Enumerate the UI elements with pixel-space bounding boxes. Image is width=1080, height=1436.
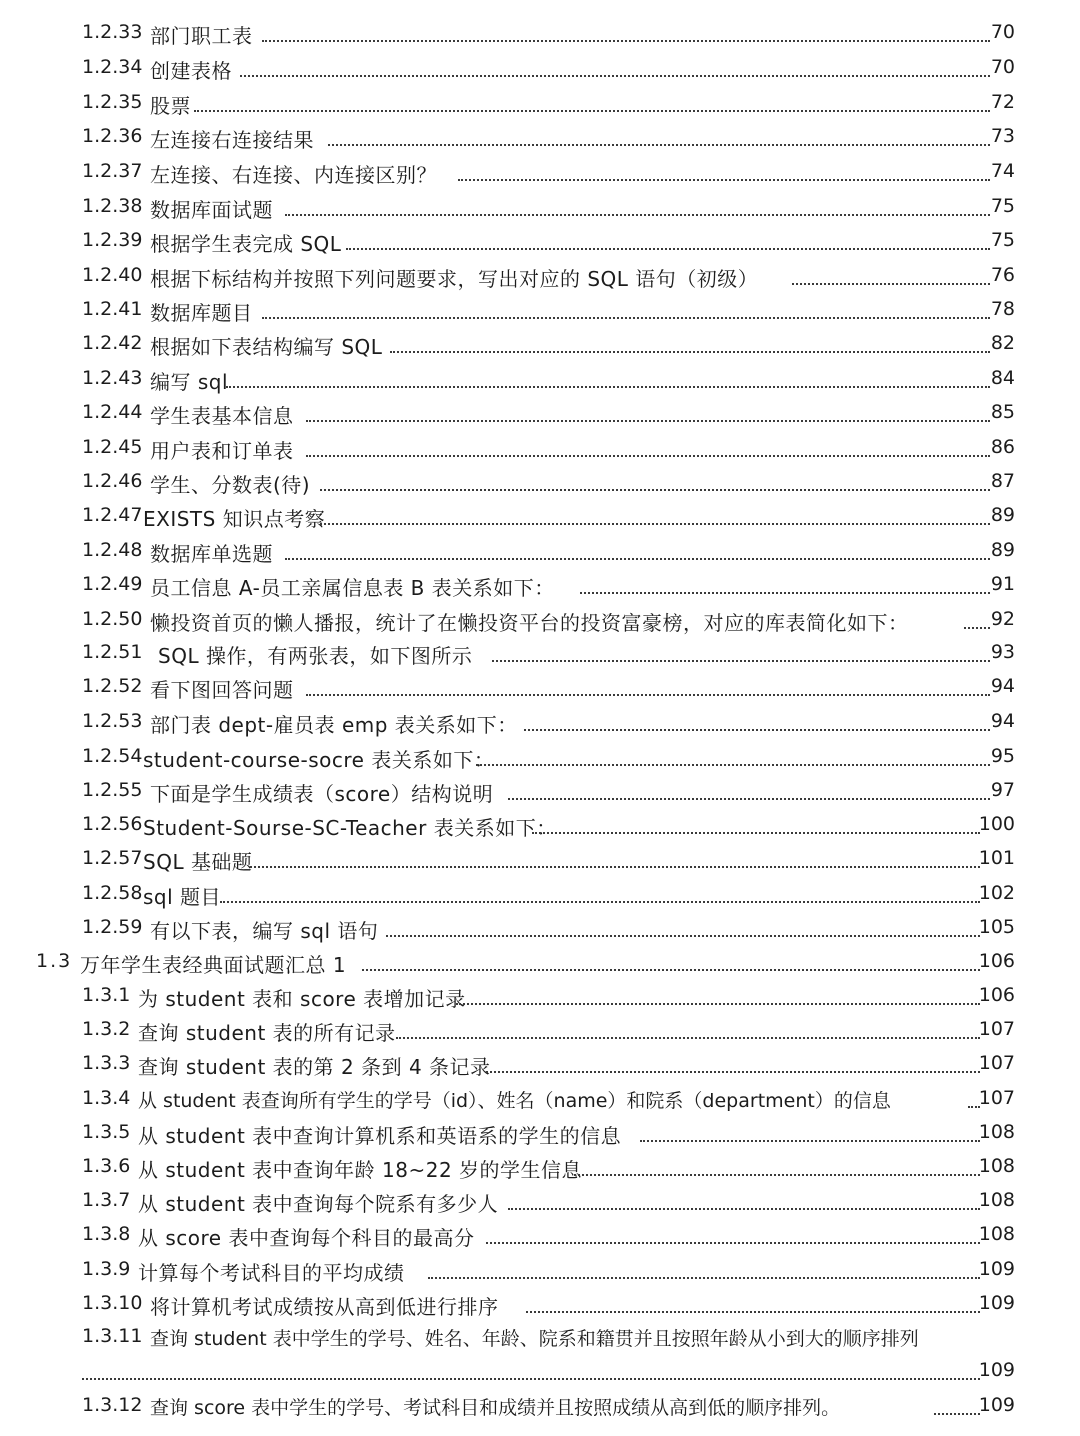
dot-leader (428, 1277, 980, 1279)
toc-entry[interactable] (0, 120, 1080, 152)
toc-entry-page: 92 (990, 608, 1015, 630)
dot-leader (574, 1174, 980, 1176)
toc-entry-page: 97 (990, 779, 1015, 801)
dot-leader (328, 144, 990, 146)
toc-entry-number: 1.2.45 (82, 436, 143, 458)
toc-entry-title: 左连接右连接结果 (150, 128, 314, 152)
dot-leader (320, 489, 990, 491)
toc-entry-page: 73 (990, 125, 1015, 147)
toc-entry-title: sql 题目 (143, 885, 222, 909)
toc-entry-page: 101 (978, 847, 1015, 869)
toc-entry[interactable] (0, 327, 1080, 359)
toc-entry[interactable] (0, 259, 1080, 291)
toc-entry[interactable] (0, 568, 1080, 600)
toc-entry-title: student-course-socre 表关系如下： (143, 748, 495, 772)
toc-entry-number: 1.2.57 (82, 847, 143, 869)
toc-entry[interactable] (0, 740, 1080, 772)
toc-entry-page: 89 (990, 504, 1015, 526)
toc-entry-number: 1.2.41 (82, 298, 143, 320)
toc-entry-title: 懒投资首页的懒人播报，统计了在懒投资平台的投资富豪榜，对应的库表简化如下： (150, 611, 909, 635)
toc-entry-number: 1.2.43 (82, 367, 143, 389)
toc-entry-number: 1.2.37 (82, 160, 143, 182)
toc-entry-title: 计算每个考试科目的平均成绩 (138, 1261, 405, 1285)
dot-leader (226, 386, 990, 388)
toc-entry-page: 108 (978, 1121, 1015, 1143)
toc-entry-number: 1.3.1 (82, 984, 131, 1006)
toc-entry[interactable] (0, 224, 1080, 256)
dot-leader (934, 1413, 980, 1415)
toc-entry-title: 下面是学生成绩表（score）结构说明 (150, 782, 494, 806)
toc-entry[interactable] (0, 51, 1080, 83)
toc-entry-title: EXISTS 知识点考察 (143, 507, 326, 531)
toc-entry-number: 1.2.39 (82, 229, 143, 251)
toc-entry-number: 1.2.36 (82, 125, 143, 147)
toc-entry-number: 1.2.34 (82, 56, 143, 78)
dot-leader (194, 110, 990, 112)
dot-leader (262, 40, 990, 42)
toc-entry-page: 70 (990, 56, 1015, 78)
dot-leader (456, 1003, 980, 1005)
toc-entry[interactable] (0, 670, 1080, 702)
toc-entry-title: 将计算机考试成绩按从高到低进行排序 (150, 1295, 499, 1319)
toc-entry-page: 86 (990, 436, 1015, 458)
toc-entry-number: 1.2.59 (82, 916, 143, 938)
dot-leader (362, 969, 980, 971)
toc-entry-number: 1.3.4 (82, 1087, 131, 1109)
toc-entry-title: 有以下表，编写 sql 语句 (150, 919, 379, 943)
toc-entry-title: 左连接、右连接、内连接区别？ (150, 163, 437, 187)
toc-entry-page: 72 (990, 91, 1015, 113)
toc-entry-number: 1.2.49 (82, 573, 143, 595)
toc-entry-number: 1.2.50 (82, 608, 143, 630)
toc-entry-number: 1.2.51 (82, 641, 143, 663)
toc-entry-page: 82 (990, 332, 1015, 354)
toc-entry-title: 看下图回答问题 (150, 678, 294, 702)
toc-entry[interactable] (0, 86, 1080, 118)
toc-entry-page: 107 (978, 1087, 1015, 1109)
toc-entry-page: 107 (978, 1052, 1015, 1074)
toc-entry-number: 1.3.5 (82, 1121, 131, 1143)
dot-leader (346, 248, 990, 250)
dot-leader (964, 627, 990, 629)
toc-entry-number: 1.2.47 (82, 504, 143, 526)
toc-entry-title: 数据库题目 (150, 301, 253, 325)
toc-entry-page: 93 (990, 641, 1015, 663)
toc-entry-title: 从 score 表中查询每个科目的最高分 (138, 1226, 475, 1250)
toc-entry[interactable] (0, 1150, 1080, 1182)
toc-entry-number: 1.3.10 (82, 1292, 143, 1314)
toc-entry-title: 从 student 表中查询计算机系和英语系的学生的信息 (138, 1124, 622, 1148)
toc-entry-page: 74 (990, 160, 1015, 182)
toc-entry-title: 数据库单选题 (150, 542, 273, 566)
toc-entry-number: 1.2.38 (82, 195, 143, 217)
dot-leader (792, 283, 990, 285)
toc-entry-number: 1.2.35 (82, 91, 143, 113)
toc-entry-page: 95 (990, 745, 1015, 767)
dot-leader (250, 866, 980, 868)
toc-entry-title: 查询 student 表的所有记录 (138, 1021, 396, 1045)
toc-entry-title: 编写 sql (150, 370, 229, 394)
toc-entry-number: 1.3.6 (82, 1155, 131, 1177)
toc-entry-page: 109 (978, 1394, 1015, 1416)
toc-entry[interactable] (0, 1013, 1080, 1045)
dot-leader (486, 1242, 980, 1244)
toc-entry-number: 1.2.55 (82, 779, 143, 801)
dot-leader (320, 523, 990, 525)
dot-leader (240, 75, 990, 77)
toc-entry[interactable] (0, 979, 1080, 1011)
toc-entry-page: 85 (990, 401, 1015, 423)
toc-entry-title: 从 student 表中查询年龄 18~22 岁的学生信息 (138, 1158, 583, 1182)
toc-entry-title: 万年学生表经典面试题汇总 1 (80, 953, 347, 977)
toc-entry-number: 1.2.53 (82, 710, 143, 732)
dot-leader (508, 798, 990, 800)
dot-leader (524, 729, 990, 731)
toc-entry-number: 1.2.46 (82, 470, 143, 492)
dot-leader (390, 351, 990, 353)
toc-entry[interactable] (0, 1320, 1080, 1390)
dot-leader (82, 1378, 980, 1380)
toc-entry-number: 1.3.8 (82, 1223, 131, 1245)
toc-entry-page: 107 (978, 1018, 1015, 1040)
toc-entry[interactable] (0, 190, 1080, 222)
toc-entry-title: 用户表和订单表 (150, 439, 294, 463)
toc-entry-page: 75 (990, 195, 1015, 217)
toc-entry-number: 1.2.48 (82, 539, 143, 561)
toc-entry[interactable] (0, 911, 1080, 943)
toc-entry-page: 76 (990, 264, 1015, 286)
dot-leader (306, 455, 990, 457)
toc-entry-number: 1.3.9 (82, 1258, 131, 1280)
dot-leader (306, 420, 990, 422)
toc-entry[interactable] (0, 1047, 1080, 1079)
toc-entry[interactable] (0, 396, 1080, 428)
toc-entry-page: 108 (978, 1189, 1015, 1211)
toc-entry[interactable] (0, 1287, 1080, 1319)
toc-entry-title: 根据如下表结构编写 SQL (150, 335, 383, 359)
dot-leader (396, 1037, 980, 1039)
toc-entry-title: 从 student 表中查询每个院系有多少人 (138, 1192, 499, 1216)
toc-entry-page: 109 (978, 1258, 1015, 1280)
toc-entry-title: 根据学生表完成 SQL (150, 232, 342, 256)
toc-entry-number: 1.3.7 (82, 1189, 131, 1211)
dot-leader (285, 214, 990, 216)
toc-entry[interactable] (0, 842, 1080, 874)
toc-section-entry[interactable] (0, 945, 1080, 977)
toc-entry-number: 1.3 (36, 950, 73, 972)
toc-entry[interactable] (0, 877, 1080, 909)
toc-entry[interactable] (0, 465, 1080, 497)
toc-entry-page: 91 (990, 573, 1015, 595)
dot-leader (220, 901, 980, 903)
toc-entry-page: 108 (978, 1155, 1015, 1177)
toc-entry-title: 员工信息 A-员工亲属信息表 B 表关系如下： (150, 576, 555, 600)
dot-leader (508, 1208, 980, 1210)
toc-entry[interactable] (0, 636, 1080, 668)
dot-leader (492, 660, 990, 662)
toc-entry-title: 查询 student 表中学生的学号、姓名、年龄、院系和籍贯并且按照年龄从小到大的顺序排列 (150, 1328, 919, 1350)
toc-entry[interactable] (0, 1082, 1080, 1114)
toc-entry-number: 1.2.33 (82, 21, 143, 43)
toc-entry[interactable] (0, 534, 1080, 566)
toc-entry[interactable] (0, 705, 1080, 737)
dot-leader (580, 592, 990, 594)
toc-entry-page: 78 (990, 298, 1015, 320)
dot-leader (386, 935, 980, 937)
toc-entry-number: 1.3.2 (82, 1018, 131, 1040)
toc-entry[interactable] (0, 1116, 1080, 1148)
toc-entry-title: 查询 score 表中学生的学号、考试科目和成绩并且按照成绩从高到低的顺序排列。 (150, 1397, 841, 1419)
toc-entry-number: 1.2.54 (82, 745, 143, 767)
toc-entry-page: 94 (990, 710, 1015, 732)
toc-entry[interactable] (0, 1184, 1080, 1216)
toc-entry[interactable] (0, 362, 1080, 394)
dot-leader (532, 832, 980, 834)
toc-entry-title: 查询 student 表的第 2 条到 4 条记录 (138, 1055, 491, 1079)
toc-entry-page: 109 (978, 1359, 1015, 1381)
toc-entry-title: 为 student 表和 score 表增加记录 (138, 987, 466, 1011)
toc-entry-page: 94 (990, 675, 1015, 697)
toc-entry-number: 1.2.42 (82, 332, 143, 354)
toc-entry-number: 1.3.3 (82, 1052, 131, 1074)
toc-entry-page: 89 (990, 539, 1015, 561)
toc-entry-title: 从 student 表查询所有学生的学号（id）、姓名（name）和院系（department）的信息 (138, 1090, 891, 1112)
toc-entry-page: 84 (990, 367, 1015, 389)
toc-entry[interactable] (0, 603, 1080, 635)
dot-leader (458, 179, 990, 181)
toc-entry-number: 1.2.44 (82, 401, 143, 423)
dot-leader (306, 694, 990, 696)
dot-leader (476, 764, 990, 766)
toc-entry-title: Student-Sourse-SC-Teacher 表关系如下： (143, 816, 557, 840)
toc-entry[interactable] (0, 431, 1080, 463)
toc-entry-page: 108 (978, 1223, 1015, 1245)
dot-leader (285, 558, 990, 560)
toc-entry-number: 1.2.40 (82, 264, 143, 286)
toc-entry-title: SQL 操作，有两张表，如下图所示 (158, 644, 473, 668)
toc-entry[interactable] (0, 293, 1080, 325)
toc-entry-page: 87 (990, 470, 1015, 492)
dot-leader (262, 317, 990, 319)
toc-entry-title: 学生、分数表(待) (150, 473, 311, 497)
toc-entry-page: 70 (990, 21, 1015, 43)
toc-entry[interactable] (0, 155, 1080, 187)
toc-entry-number: 1.2.52 (82, 675, 143, 697)
toc-entry-title: 数据库面试题 (150, 198, 273, 222)
toc-entry-page: 105 (978, 916, 1015, 938)
toc-entry-title: 部门职工表 (150, 24, 253, 48)
toc-entry-title: SQL 基础题 (143, 850, 253, 874)
toc-entry-title: 学生表基本信息 (150, 404, 294, 428)
toc-entry-page: 100 (978, 813, 1015, 835)
toc-entry[interactable] (0, 499, 1080, 531)
toc-entry-title: 创建表格 (150, 59, 232, 83)
toc-entry-number: 1.3.11 (82, 1325, 143, 1347)
toc-entry[interactable] (0, 1389, 1080, 1421)
toc-entry[interactable] (0, 1218, 1080, 1250)
toc-entry[interactable] (0, 16, 1080, 48)
toc-entry-title: 根据下标结构并按照下列问题要求，写出对应的 SQL 语句（初级） (150, 267, 759, 291)
dot-leader (526, 1311, 980, 1313)
toc-entry-number: 1.3.12 (82, 1394, 143, 1416)
toc-entry-page: 106 (978, 984, 1015, 1006)
dot-leader (640, 1140, 980, 1142)
toc-entry-page: 109 (978, 1292, 1015, 1314)
toc-entry-page: 102 (978, 882, 1015, 904)
toc-entry-number: 1.2.58 (82, 882, 143, 904)
toc-entry[interactable] (0, 1253, 1080, 1285)
toc-entry-page: 75 (990, 229, 1015, 251)
toc-entry-title: 股票 (150, 94, 191, 118)
toc-entry[interactable] (0, 774, 1080, 806)
toc-entry-page: 106 (978, 950, 1015, 972)
toc-entry-number: 1.2.56 (82, 813, 143, 835)
toc-entry-title: 部门表 dept-雇员表 emp 表关系如下： (150, 713, 518, 737)
dot-leader (486, 1071, 980, 1073)
toc-entry[interactable] (0, 808, 1080, 840)
